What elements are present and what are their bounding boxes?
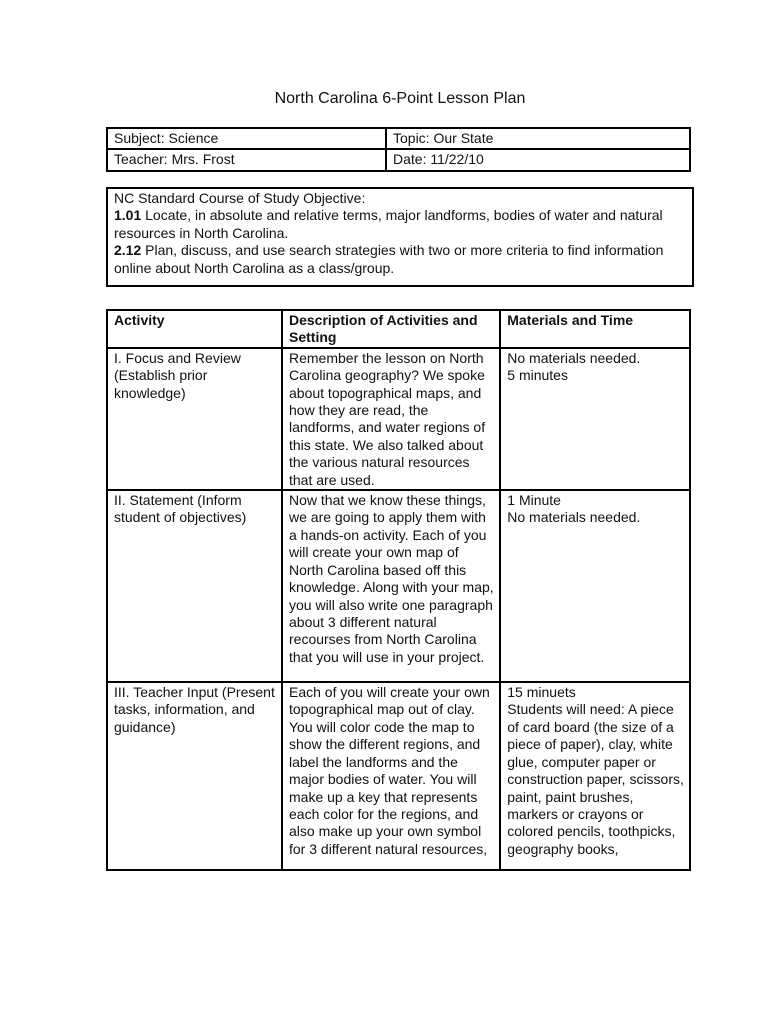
- materials-line: Students will need: A piece of card board (the size of a piece of paper), clay, white glue, computer paper or construction paper, scissors, paint, paint brushes, markers or crayons or colored pencils, toothpicks, geography books,: [507, 701, 684, 857]
- activity-text: III. Teacher Input (Present tasks, information, and guidance): [114, 684, 275, 735]
- topic-cell: Topic: Our State: [386, 128, 690, 149]
- objective-item: [114, 242, 687, 277]
- materials-clip: [507, 684, 684, 869]
- objective-heading: NC Standard Course of Study Objective:: [114, 190, 366, 206]
- activity-table: [106, 309, 691, 871]
- date-cell: Date: 11/22/10: [386, 149, 690, 170]
- activity-cell: II. Statement (Inform student of objectives): [107, 490, 282, 682]
- materials-line: 15 minuets: [507, 684, 576, 701]
- header-activity: Activity: [107, 310, 282, 348]
- materials-cell: [500, 490, 690, 682]
- info-row: [107, 149, 690, 170]
- table-row: [107, 682, 690, 870]
- teacher-cell: Teacher: Mrs. Frost: [107, 149, 386, 170]
- activity-cell: [107, 682, 282, 870]
- description-text: Each of you will create your own topographical map out of clay. You will color code the map to show the different regions, and label the landforms and the major bodies of water. You will make up a key that represents each color for the regions, and also make up your own symbol for 3 different natural resources,: [289, 684, 490, 857]
- description-cell: Remember the lesson on North Carolina geography? We spoke about topographical maps, and how they are read, the landforms, and water regions of this state. We also talked about the various natural resources that are used.: [282, 348, 500, 490]
- table-row: [107, 348, 690, 490]
- page-title: North Carolina 6-Point Lesson Plan: [274, 90, 526, 107]
- info-row: [107, 128, 690, 149]
- table-row: [107, 490, 690, 682]
- materials-line: 5 minutes: [507, 367, 568, 384]
- activity-cell: I. Focus and Review (Establish prior knowledge): [107, 348, 282, 490]
- objective-item: [114, 207, 687, 242]
- objective-text: Plan, discuss, and use search strategies with two or more criteria to find information online about North Carolina as a class/group.: [114, 242, 664, 276]
- materials-line: No materials needed.: [507, 509, 641, 526]
- description-cell: Now that we know these things, we are going to apply them with a hands-on activity. Each of you will create your own map of North Carolina based off this knowledge. Along with your map, you will also write one paragraph about 3 different natural recourses from North Carolina that you will use in your project.: [282, 490, 500, 682]
- subject-cell: Subject: Science: [107, 128, 386, 149]
- materials-line: No materials needed.: [507, 349, 641, 366]
- objective-text: Locate, in absolute and relative terms, major landforms, bodies of water and natural resources in North Carolina.: [114, 207, 663, 241]
- objective-box: [106, 187, 694, 287]
- header-materials: Materials and Time: [500, 310, 690, 348]
- materials-cell: [500, 682, 690, 870]
- objective-code: 2.12: [114, 242, 142, 259]
- objective-code: 1.01: [114, 207, 142, 224]
- header-row: [107, 310, 690, 348]
- materials-cell: [500, 348, 690, 490]
- materials-line: 1 Minute: [507, 492, 561, 509]
- lesson-info-table: [106, 127, 691, 172]
- header-description: Description of Activities and Setting: [282, 310, 500, 348]
- description-cell: [282, 682, 500, 870]
